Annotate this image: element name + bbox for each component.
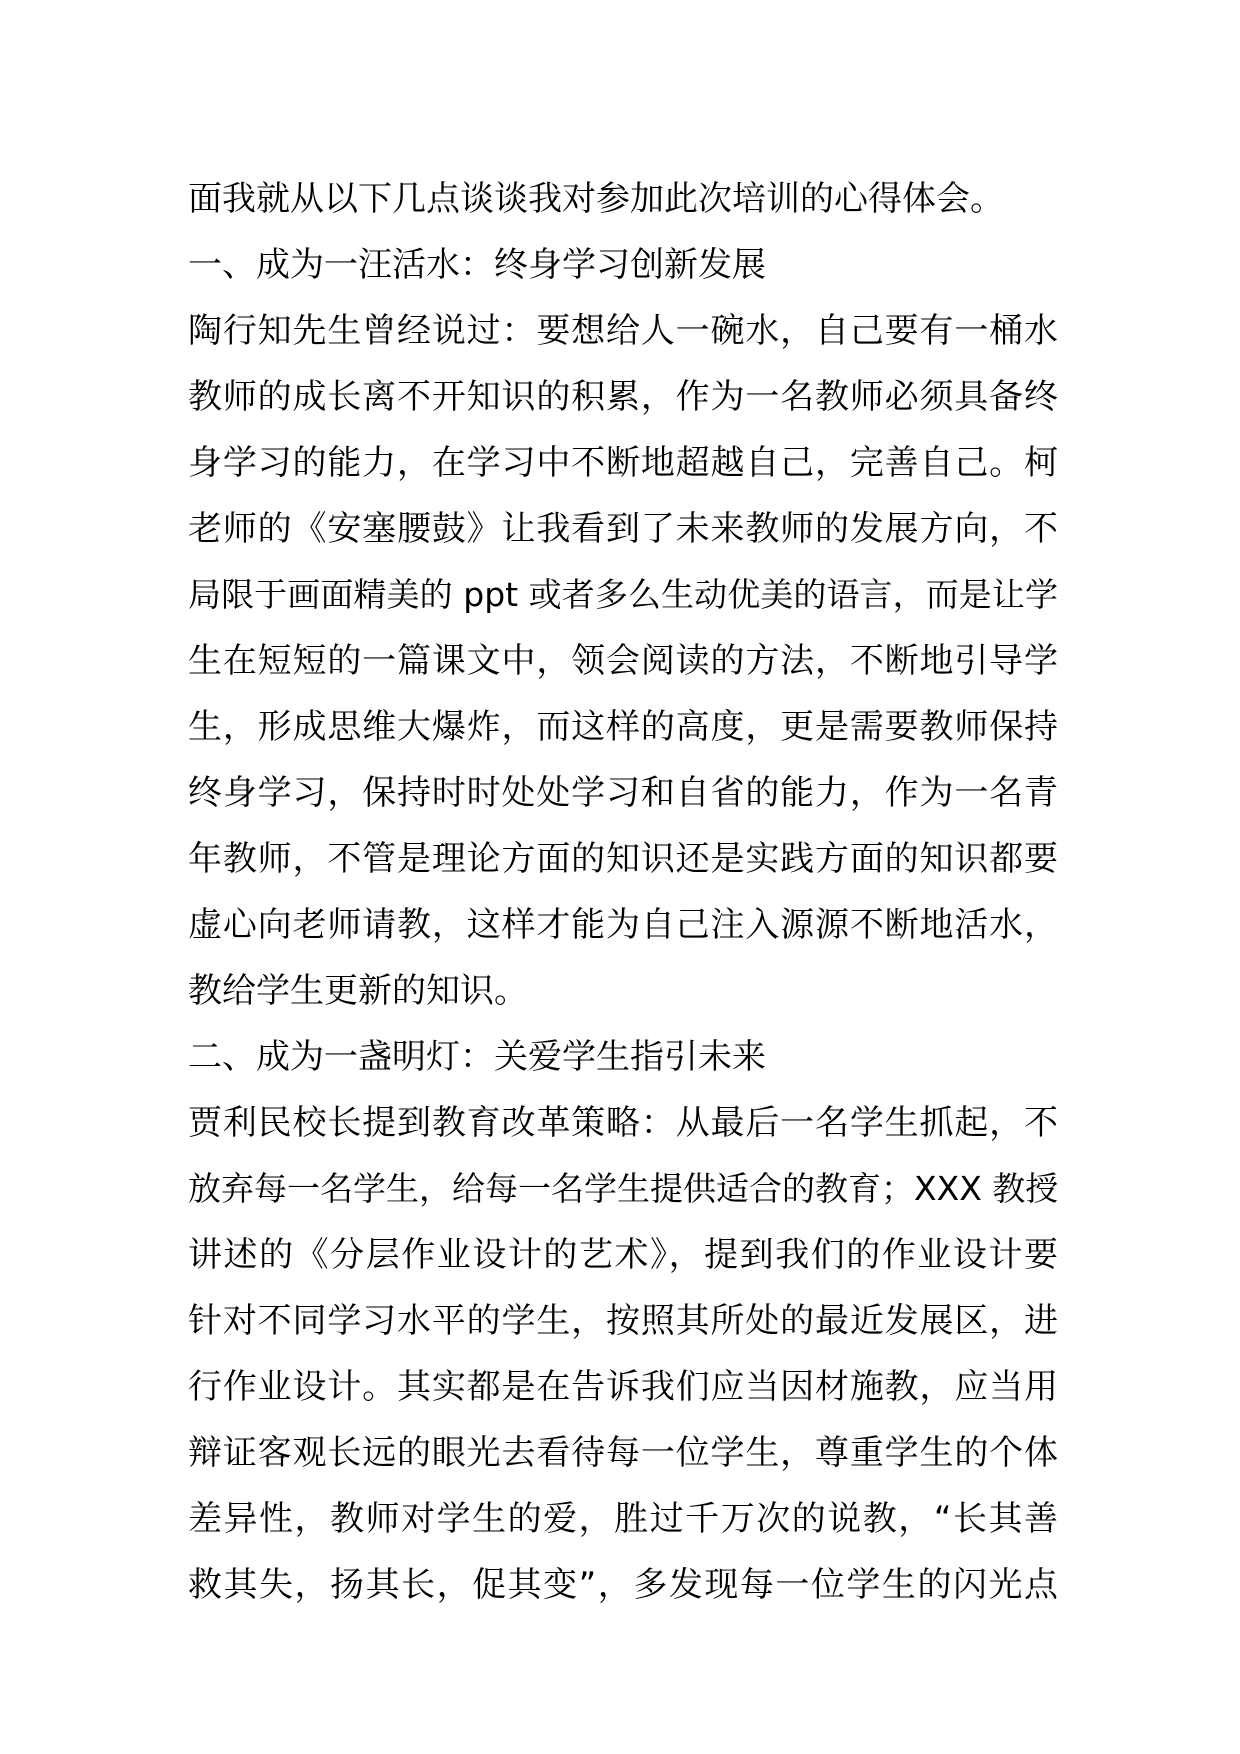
paragraph-line: 针对不同学习水平的学生，按照其所处的最近发展区，进 [188, 1301, 1058, 1341]
paragraph-line: 终身学习，保持时时处处学习和自省的能力，作为一名青 [188, 773, 1058, 813]
paragraph-line: 教给学生更新的知识。 [188, 971, 528, 1011]
paragraph-line: 辩证客观长远的眼光去看待每一位学生，尊重学生的个体 [188, 1433, 1058, 1473]
paragraph-line: 行作业设计。其实都是在告诉我们应当因材施教，应当用 [188, 1367, 1058, 1407]
paragraph-line: 贾利民校长提到教育改革策略：从最后一名学生抓起，不 [188, 1103, 1058, 1143]
paragraph-line: 生在短短的一篇课文中，领会阅读的方法，不断地引导学 [188, 641, 1058, 681]
paragraph-line: 生，形成思维大爆炸，而这样的高度，更是需要教师保持 [188, 707, 1058, 747]
paragraph-line: 放弃每一名学生，给每一名学生提供适合的教育；XXX 教授 [188, 1169, 1059, 1208]
paragraph-line: 差异性，教师对学生的爱，胜过千万次的说教，“长其善 [188, 1499, 1058, 1539]
paragraph-line: 陶行知先生曾经说过：要想给人一碗水，自己要有一桶水 [188, 311, 1058, 351]
paragraph-line: 讲述的《分层作业设计的艺术》，提到我们的作业设计要 [188, 1235, 1058, 1275]
paragraph-line: 教师的成长离不开知识的积累，作为一名教师必须具备终 [188, 377, 1058, 417]
paragraph-line: 老师的《安塞腰鼓》让我看到了未来教师的发展方向，不 [188, 509, 1058, 549]
paragraph-line: 面我就从以下几点谈谈我对参加此次培训的心得体会。 [188, 179, 1004, 219]
section-heading: 二、成为一盏明灯：关爱学生指引未来 [188, 1037, 766, 1077]
paragraph-line: 身学习的能力，在学习中不断地超越自己，完善自己。柯 [188, 443, 1058, 483]
paragraph-line: 虚心向老师请教，这样才能为自己注入源源不断地活水， [188, 905, 1058, 945]
section-heading: 一、成为一汪活水：终身学习创新发展 [188, 245, 766, 285]
paragraph-line: 局限于画面精美的 ppt 或者多么生动优美的语言，而是让学 [188, 575, 1058, 614]
paragraph-line: 救其失，扬其长，促其变”，多发现每一位学生的闪光点 [188, 1565, 1058, 1605]
paragraph-line: 年教师，不管是理论方面的知识还是实践方面的知识都要 [188, 839, 1058, 879]
document-body [188, 166, 1058, 1618]
